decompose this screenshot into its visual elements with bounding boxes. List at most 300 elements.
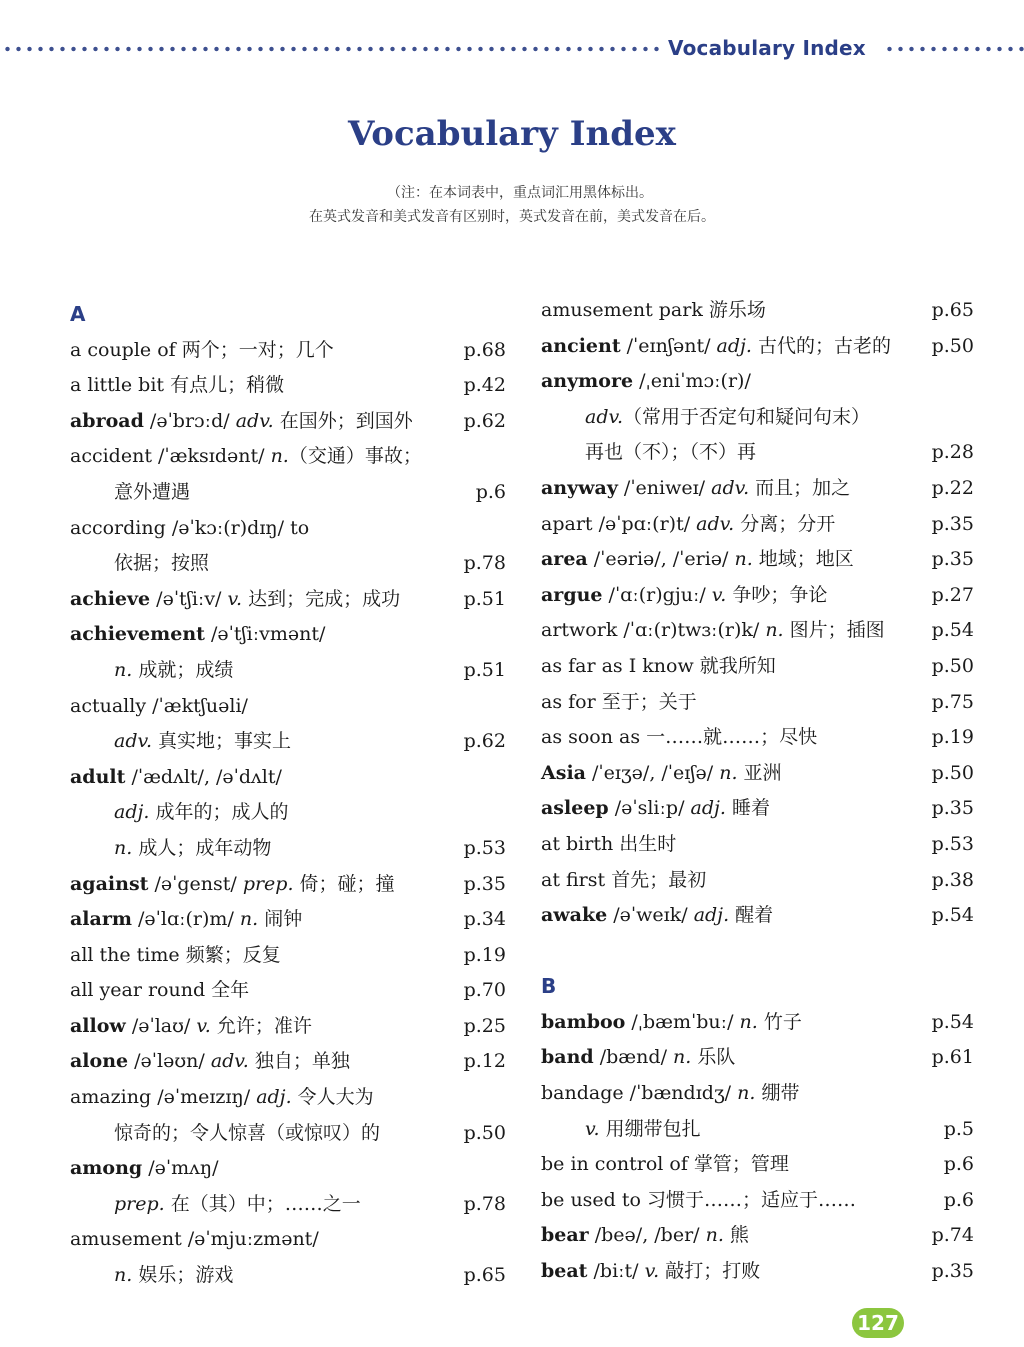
- entry-line: [70, 1151, 506, 1187]
- entry-text: [541, 578, 827, 614]
- entry-line: [70, 368, 506, 404]
- page-reference: p.54: [931, 1010, 974, 1033]
- headword: alone: [70, 1050, 129, 1073]
- right-entry-list-b: [541, 1005, 974, 1290]
- page-reference: p.35: [931, 797, 974, 820]
- entry-text: [541, 1076, 799, 1112]
- page-reference: p.6: [475, 480, 506, 503]
- page-reference: p.50: [931, 654, 974, 677]
- definition: 在国外；到国外: [273, 409, 413, 432]
- entry-line: [541, 1183, 974, 1219]
- entry-line: [541, 827, 974, 863]
- part-of-speech: adj.: [690, 797, 726, 820]
- page-reference: p.22: [931, 476, 974, 499]
- part-of-speech: v.: [644, 1260, 660, 1283]
- phonetic: /ˈæktʃuəli/: [146, 694, 248, 717]
- dotted-rule-left: [2, 46, 662, 52]
- headword: bear: [541, 1224, 589, 1247]
- running-header: [0, 34, 1024, 64]
- headword: as far as I know: [541, 654, 694, 677]
- part-of-speech: v.: [585, 1117, 600, 1140]
- entry-line: [70, 1009, 506, 1045]
- entry-text: [541, 720, 817, 756]
- entry-text: [114, 475, 190, 511]
- part-of-speech: adv.: [696, 512, 735, 535]
- entry-line: [541, 542, 974, 578]
- entry-line: [70, 439, 506, 475]
- page-reference: p.35: [931, 1260, 974, 1283]
- headword: amusement: [70, 1228, 182, 1251]
- entry-line: [541, 507, 974, 543]
- page-reference: p.54: [931, 904, 974, 927]
- headword: achievement: [70, 623, 205, 646]
- phonetic: /ˈeəriə/, /ˈeriə/: [587, 548, 735, 571]
- definition: 惊奇的；令人惊喜（或惊叹）的: [114, 1121, 381, 1144]
- headword: be in control of: [541, 1153, 688, 1176]
- definition: 地域；地区: [752, 548, 854, 571]
- headword: ancient: [541, 334, 621, 357]
- page-reference: p.62: [463, 409, 506, 432]
- phonetic: /ˌbæmˈbuː/: [625, 1010, 740, 1033]
- page-reference: p.35: [931, 548, 974, 571]
- entry-text: [585, 1112, 701, 1148]
- entry-line: [70, 938, 506, 974]
- headword: amusement park: [541, 299, 703, 321]
- entry-text: [541, 329, 891, 365]
- entry-text: [541, 1254, 760, 1290]
- part-of-speech: prep.: [242, 872, 294, 895]
- headword: as for: [541, 690, 596, 713]
- page-reference: p.35: [463, 872, 506, 895]
- headword: abroad: [70, 409, 144, 432]
- page-reference: p.51: [463, 587, 506, 610]
- definition: 熊: [723, 1224, 749, 1247]
- part-of-speech: n.: [114, 836, 133, 859]
- part-of-speech: adj.: [256, 1086, 292, 1109]
- entry-text: [541, 1218, 749, 1254]
- entry-line: [541, 1005, 974, 1041]
- entry-continuation: [70, 1258, 506, 1294]
- part-of-speech: n.: [765, 619, 784, 642]
- entry-text: [70, 1080, 374, 1116]
- page-reference: p.25: [463, 1014, 506, 1037]
- headword: area: [541, 548, 588, 571]
- headword: allow: [70, 1014, 126, 1037]
- entry-text: [114, 831, 271, 867]
- page-reference: p.35: [931, 512, 974, 535]
- definition: 频繁；反复: [179, 943, 281, 966]
- part-of-speech: n.: [239, 908, 259, 931]
- right-entry-list-a: [541, 293, 974, 934]
- entry-continuation: [70, 1187, 506, 1223]
- definition: 令人大为: [291, 1086, 374, 1109]
- part-of-speech: adv.: [235, 409, 274, 432]
- headword: bamboo: [541, 1010, 626, 1033]
- page-reference: p.6: [943, 1153, 974, 1176]
- definition: 图片；插图: [783, 619, 885, 642]
- page-reference: p.53: [931, 832, 974, 855]
- entry-line: [541, 364, 974, 400]
- phonetic: /əˈsliːp/: [608, 797, 691, 820]
- definition: 睡着: [725, 797, 770, 820]
- entry-text: [585, 435, 756, 471]
- definition: 在（其）中；……之一: [164, 1192, 361, 1215]
- page-reference: p.54: [931, 619, 974, 642]
- headword: artwork: [541, 619, 618, 642]
- part-of-speech: adj.: [693, 904, 730, 927]
- entry-text: [70, 333, 334, 369]
- entry-text: [114, 1116, 380, 1152]
- entry-line: [70, 511, 506, 547]
- entry-line: [70, 582, 506, 618]
- page-reference: p.50: [931, 334, 974, 357]
- page-reference: p.19: [931, 726, 974, 749]
- entry-line: [541, 791, 974, 827]
- entry-line: [70, 760, 506, 796]
- phonetic: /əˈbrɔːd/: [143, 409, 236, 432]
- entry-text: [114, 546, 209, 582]
- entry-text: [541, 364, 751, 400]
- headword: alarm: [70, 908, 132, 931]
- entry-line: [70, 867, 506, 903]
- entry-text: [70, 902, 302, 938]
- entry-continuation: [70, 831, 506, 867]
- headword: all the time: [70, 943, 180, 966]
- entry-text: [70, 1044, 350, 1080]
- phonetic: /əˈmʌŋ/: [142, 1157, 219, 1180]
- entry-line: [70, 617, 506, 653]
- phonetic: /ˈbændɪdʒ/: [623, 1082, 738, 1105]
- entry-continuation: [541, 435, 974, 471]
- definition: 绷带: [755, 1082, 800, 1105]
- definition: 依据；按照: [114, 552, 210, 575]
- phonetic: /əˈtʃiːvmənt/: [204, 623, 326, 646]
- entry-line: [541, 1254, 974, 1290]
- definition: （常用于否定句和疑问句末）: [623, 405, 871, 428]
- left-column: [70, 297, 506, 1294]
- page-reference: p.51: [463, 658, 506, 681]
- part-of-speech: n.: [705, 1224, 724, 1247]
- headword: be used to: [541, 1188, 641, 1211]
- entry-text: [541, 471, 850, 507]
- page-reference: p.38: [931, 868, 974, 891]
- section-gap: [541, 934, 974, 970]
- definition: 有点儿；稍微: [164, 374, 285, 397]
- page-reference: p.75: [931, 690, 974, 713]
- phonetic: /əˈlaʊ/: [125, 1014, 197, 1037]
- section-letter-b: B: [541, 974, 557, 999]
- phonetic: /ˈɑː(r)gjuː/: [602, 583, 712, 606]
- headword: beat: [541, 1260, 588, 1283]
- entry-line: [541, 471, 974, 507]
- page-reference: p.65: [463, 1264, 506, 1287]
- headword: bandage: [541, 1082, 624, 1105]
- phonetic: /əˈmjuːzmənt/: [181, 1228, 319, 1251]
- page-reference: p.70: [463, 979, 506, 1002]
- entry-text: [541, 898, 773, 934]
- entry-line: [541, 1040, 974, 1076]
- definition: 再也（不）；（不）再: [585, 441, 757, 464]
- phonetic: /əˈgenst/: [148, 872, 243, 895]
- entry-line: [541, 1076, 974, 1112]
- entry-line: [541, 329, 974, 365]
- phonetic: /əˈtʃiːv/: [150, 587, 228, 610]
- page-reference: p.78: [463, 552, 506, 575]
- part-of-speech: adj.: [114, 801, 150, 824]
- page-reference: p.50: [463, 1121, 506, 1144]
- definition: 全年: [205, 979, 250, 1002]
- headword: argue: [541, 583, 603, 606]
- page-reference: p.27: [931, 583, 974, 606]
- headword: adult: [70, 765, 126, 788]
- definition: 意外遭遇: [114, 480, 191, 503]
- page-reference: p.65: [931, 299, 974, 321]
- page-reference: p.61: [931, 1046, 974, 1069]
- headword: accident: [70, 445, 152, 468]
- entry-line: [541, 578, 974, 614]
- phonetic: /bænd/: [593, 1046, 674, 1069]
- entry-text: [541, 1040, 735, 1076]
- phonetic: /əˈweɪk/: [607, 904, 694, 927]
- entry-text: [114, 724, 291, 760]
- page-reference: p.19: [463, 943, 506, 966]
- right-column: [541, 293, 974, 1290]
- entry-text: [70, 582, 400, 618]
- page-reference: p.62: [463, 730, 506, 753]
- entry-text: [541, 827, 676, 863]
- entry-line: [541, 293, 974, 329]
- headword: as soon as: [541, 726, 641, 749]
- definition: 至于；关于: [595, 690, 697, 713]
- section-letter-a: A: [70, 302, 86, 326]
- entry-line: [541, 613, 974, 649]
- phonetic: /ˈæksɪdənt/: [151, 445, 271, 468]
- definition: 游乐场: [702, 299, 766, 321]
- definition: 达到；完成；成功: [242, 587, 401, 610]
- entry-text: [114, 795, 288, 831]
- phonetic: /əˈkɔː(r)dɪŋ/ to: [165, 516, 310, 539]
- phonetic: /əˈləʊn/: [128, 1050, 211, 1073]
- headword: achieve: [70, 587, 151, 610]
- headword: Asia: [541, 761, 586, 784]
- part-of-speech: n.: [673, 1046, 692, 1069]
- part-of-speech: adj.: [716, 334, 752, 357]
- entry-text: [70, 689, 248, 725]
- entry-text: [70, 938, 281, 974]
- phonetic: /ˈædʌlt/, /əˈdʌlt/: [125, 765, 282, 788]
- headword: actually: [70, 694, 147, 717]
- entry-text: [541, 649, 776, 685]
- definition: 争吵；争论: [726, 583, 828, 606]
- entry-line: [70, 973, 506, 1009]
- definition: 分离；分开: [734, 512, 836, 535]
- headword: against: [70, 872, 149, 895]
- note-line-1: （注：在本词表中，重点词汇用黑体标出。: [387, 185, 653, 201]
- definition: 竹子: [757, 1010, 802, 1033]
- entry-text: [70, 1009, 312, 1045]
- headword: all year round: [70, 979, 206, 1002]
- part-of-speech: n.: [734, 548, 753, 571]
- entry-continuation: [70, 653, 506, 689]
- headword: anyway: [541, 476, 618, 499]
- part-of-speech: v.: [227, 587, 243, 610]
- phonetic: /ˈeɪnʃənt/: [620, 334, 717, 357]
- entry-text: [585, 400, 870, 436]
- part-of-speech: v.: [711, 583, 727, 606]
- definition: 古代的；古老的: [751, 334, 891, 357]
- definition: 独自；单独: [248, 1050, 350, 1073]
- page-reference: p.5: [943, 1117, 974, 1140]
- page-number-badge: 127: [852, 1308, 904, 1338]
- definition: 真实地；事实上: [152, 730, 292, 753]
- left-entry-list: [70, 333, 506, 1294]
- definition: 敲打；打败: [659, 1260, 761, 1283]
- entry-line: [70, 689, 506, 725]
- definition: 出生时: [613, 832, 677, 855]
- entry-continuation: [70, 795, 506, 831]
- definition: 醒着: [729, 904, 774, 927]
- definition: 乐队: [691, 1046, 736, 1069]
- entry-line: [70, 404, 506, 440]
- entry-text: [114, 1258, 233, 1294]
- page-reference: p.28: [931, 441, 974, 464]
- headword: a little bit: [70, 374, 165, 397]
- entry-text: [541, 293, 766, 329]
- entry-line: [70, 333, 506, 369]
- entry-line: [541, 756, 974, 792]
- entry-text: [70, 867, 395, 903]
- definition: 习惯于……；适应于……: [640, 1188, 857, 1211]
- headword: amazing: [70, 1086, 152, 1109]
- phonetic: /əˈmeɪzɪŋ/: [151, 1086, 257, 1109]
- entry-text: [541, 542, 854, 578]
- definition: 掌管；管理: [687, 1153, 789, 1176]
- page-reference: p.6: [943, 1188, 974, 1211]
- definition: 一……就……；尽快: [640, 726, 818, 749]
- entry-continuation: [70, 724, 506, 760]
- part-of-speech: adv.: [711, 476, 750, 499]
- entry-line: [541, 898, 974, 934]
- entry-text: [541, 685, 697, 721]
- entry-text: [70, 439, 422, 475]
- entry-continuation: [541, 400, 974, 436]
- headword: awake: [541, 904, 608, 927]
- definition: 成就；成绩: [132, 658, 234, 681]
- entry-text: [541, 791, 770, 827]
- phonetic: /ˈeniweɪ/: [617, 476, 712, 499]
- part-of-speech: n.: [114, 658, 133, 681]
- entry-line: [70, 1222, 506, 1258]
- definition: 而且；加之: [749, 476, 851, 499]
- dotted-rule-right: [884, 46, 1024, 52]
- page-reference: p.74: [931, 1224, 974, 1247]
- headword: according: [70, 516, 166, 539]
- entry-text: [114, 653, 233, 689]
- entry-text: [541, 613, 885, 649]
- page-title: Vocabulary Index: [348, 114, 676, 154]
- page-reference: p.50: [931, 761, 974, 784]
- entry-line: [541, 1147, 974, 1183]
- headword: a couple of: [70, 338, 176, 361]
- definition: 用绷带包扎: [599, 1117, 701, 1140]
- entry-continuation: [541, 1112, 974, 1148]
- definition: 成年的；成人的: [149, 801, 289, 824]
- headword: at birth: [541, 832, 614, 855]
- part-of-speech: adv.: [210, 1050, 249, 1073]
- entry-line: [541, 863, 974, 899]
- entry-text: [541, 1183, 856, 1219]
- entry-line: [70, 1080, 506, 1116]
- entry-text: [541, 863, 706, 899]
- phonetic: /ˈɑː(r)twɜː(r)k/: [617, 619, 766, 642]
- phonetic: /əˈlɑː(r)m/: [131, 908, 240, 931]
- definition: 成人；成年动物: [132, 836, 272, 859]
- entry-continuation: [70, 475, 506, 511]
- phonetic: /beə/, /ber/: [588, 1224, 706, 1247]
- definition: 倚；碰；撞: [293, 872, 395, 895]
- entry-line: [70, 902, 506, 938]
- entry-line: [541, 1218, 974, 1254]
- definition: 娱乐；游戏: [132, 1264, 234, 1287]
- page-reference: p.53: [463, 836, 506, 859]
- part-of-speech: n.: [739, 1010, 758, 1033]
- headword: at first: [541, 868, 606, 891]
- entry-text: [70, 760, 282, 796]
- headword: anymore: [541, 370, 634, 393]
- entry-line: [541, 649, 974, 685]
- entry-text: [70, 1222, 319, 1258]
- entry-line: [70, 1044, 506, 1080]
- entry-text: [70, 973, 249, 1009]
- part-of-speech: n.: [114, 1264, 133, 1287]
- part-of-speech: adv.: [585, 405, 624, 428]
- entry-line: [541, 720, 974, 756]
- note-line-2: 在英式发音和美式发音有区别时，英式发音在前，美式发音在后。: [309, 209, 715, 225]
- entry-continuation: [70, 1116, 506, 1152]
- entry-text: [70, 617, 325, 653]
- entry-text: [70, 511, 309, 547]
- definition: 首先；最初: [605, 868, 707, 891]
- entry-text: [541, 1005, 802, 1041]
- definition: （交通）事故；: [288, 445, 422, 468]
- part-of-speech: prep.: [114, 1192, 165, 1215]
- part-of-speech: n.: [270, 445, 289, 468]
- definition: 亚洲: [737, 761, 782, 784]
- page-reference: p.68: [463, 338, 506, 361]
- phonetic: /ˈeɪʒə/, /ˈeɪʃə/: [585, 761, 720, 784]
- part-of-speech: n.: [719, 761, 738, 784]
- headword: asleep: [541, 797, 609, 820]
- headword: band: [541, 1046, 594, 1069]
- headword: among: [70, 1157, 143, 1180]
- headword: apart: [541, 512, 593, 535]
- definition: 就我所知: [693, 654, 776, 677]
- definition: 闹钟: [258, 908, 303, 931]
- phonetic: /ˌeniˈmɔː(r)/: [633, 370, 751, 393]
- running-header-title: Vocabulary Index: [668, 36, 866, 60]
- part-of-speech: n.: [737, 1082, 756, 1105]
- entry-text: [541, 507, 835, 543]
- page-reference: p.78: [463, 1192, 506, 1215]
- entry-text: [70, 404, 413, 440]
- phonetic: /biːt/: [587, 1260, 645, 1283]
- entry-text: [541, 756, 782, 792]
- entry-line: [541, 685, 974, 721]
- definition: 允许；准许: [210, 1014, 312, 1037]
- part-of-speech: v.: [196, 1014, 211, 1037]
- entry-text: [70, 1151, 218, 1187]
- entry-continuation: [70, 546, 506, 582]
